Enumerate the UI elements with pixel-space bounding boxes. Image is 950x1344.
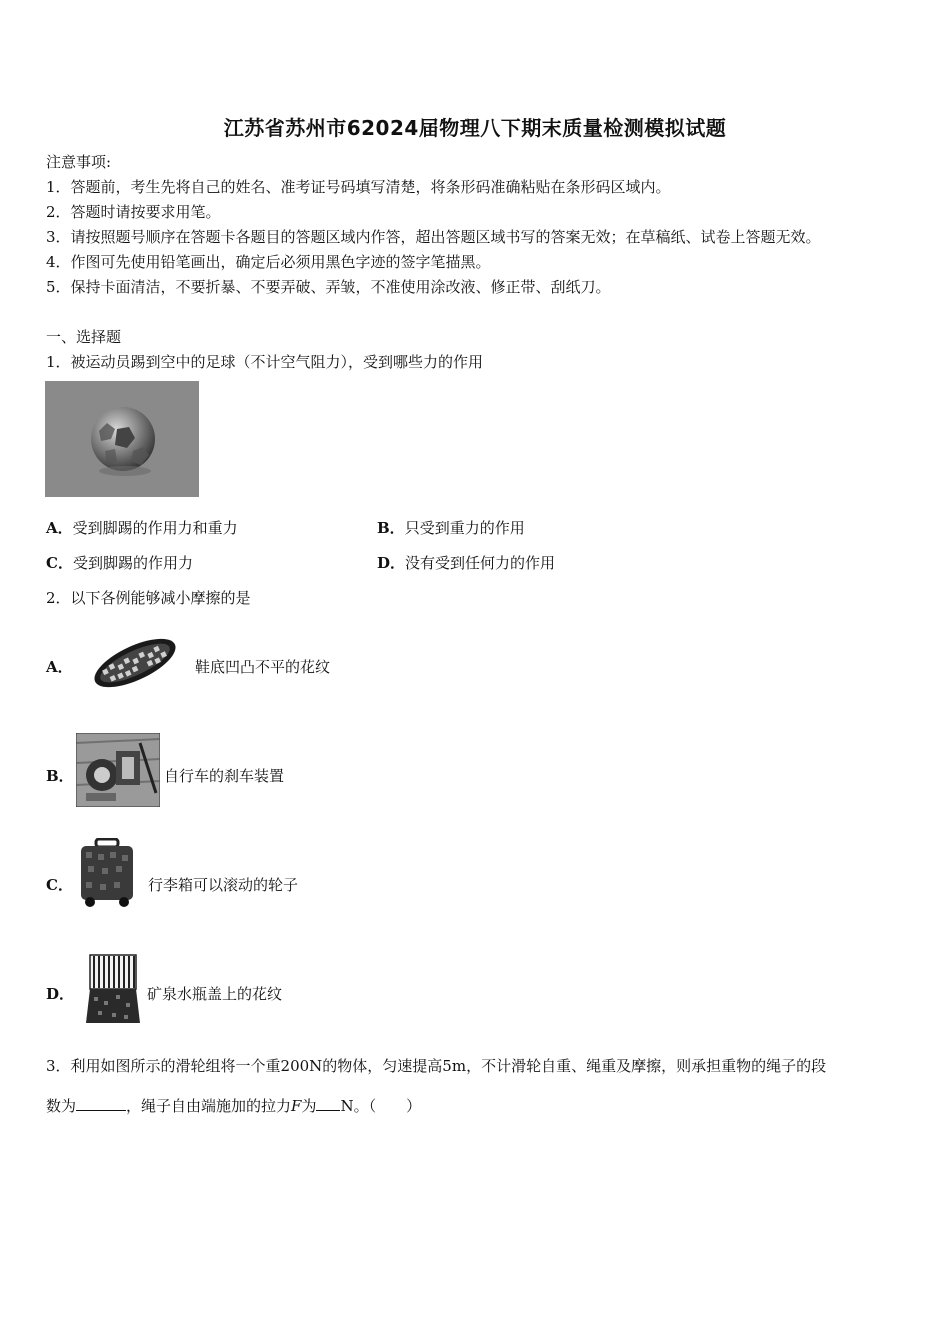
notice-heading: 注意事项: [46, 153, 112, 171]
q3-text: N。（ ） [340, 1097, 422, 1115]
question-1-stem: 1．被运动员踢到空中的足球（不计空气阻力），受到哪些力的作用 [46, 353, 484, 371]
q2-option-a-text: 鞋底凹凸不平的花纹 [195, 658, 331, 676]
question-2-stem: 2．以下各例能够减小摩擦的是 [46, 589, 251, 607]
shoe-sole-image [88, 628, 183, 698]
question-3-stem-continued [46, 1094, 421, 1116]
page-title: 江苏省苏州市62024届物理八下期末质量检测模拟试题 [223, 116, 727, 140]
answer-blank [316, 1094, 340, 1111]
q2-option-c-letter: C． [46, 876, 73, 894]
question-3-stem: 3．利用如图所示的滑轮组将一个重200N的物体，匀速提高5m，不计滑轮自重、绳重及摩擦，则承担重物的绳子的段 [46, 1057, 827, 1075]
force-variable: F [291, 1097, 302, 1115]
answer-blank [76, 1094, 126, 1111]
q1-option-b [377, 518, 525, 538]
option-letter: B． [377, 519, 405, 537]
notice-item: 3．请按照题号顺序在答题卡各题目的答题区域内作答，超出答题区域书写的答案无效；在草稿纸、试卷上答题无效。 [46, 228, 821, 246]
q2-option-c-text: 行李箱可以滚动的轮子 [148, 876, 299, 894]
q2-option-b-letter: B． [46, 767, 74, 785]
bottle-cap-image [84, 953, 142, 1025]
q2-option-a-letter: A． [46, 658, 73, 676]
q1-option-a [46, 518, 238, 538]
option-letter: D． [377, 554, 406, 572]
section-heading: 一、选择题 [46, 328, 122, 346]
notice-item: 5．保持卡面清洁，不要折暴、不要弄破、弄皱，不准使用涂改液、修正带、刮纸刀。 [46, 278, 611, 296]
option-text: 只受到重力的作用 [404, 519, 525, 537]
option-text: 受到脚踢的作用力 [72, 554, 193, 572]
q1-option-c [46, 553, 193, 573]
q2-option-d-letter: D． [46, 985, 75, 1003]
option-text: 受到脚踢的作用力和重力 [72, 519, 238, 537]
q1-option-d [377, 553, 555, 573]
q3-text: ，绳子自由端施加的拉力 [126, 1097, 292, 1115]
notice-item: 2．答题时请按要求用笔。 [46, 203, 221, 221]
option-text: 没有受到任何力的作用 [405, 554, 556, 572]
option-letter: A． [46, 519, 73, 537]
notice-item: 1．答题前，考生先将自己的姓名、准考证号码填写清楚，将条形码准确粘贴在条形码区域内。 [46, 178, 671, 196]
bicycle-brake-image [76, 733, 160, 807]
soccer-ball-image [45, 381, 199, 497]
q2-option-b-text: 自行车的刹车装置 [164, 767, 285, 785]
q2-option-d-text: 矿泉水瓶盖上的花纹 [147, 985, 283, 1003]
q3-text: 数为 [46, 1097, 77, 1115]
q3-text: 为 [301, 1097, 317, 1115]
notice-item: 4．作图可先使用铅笔画出，确定后必须用黑色字迹的签字笔描黑。 [46, 253, 491, 271]
luggage-case-image [76, 838, 138, 908]
option-letter: C． [46, 554, 73, 572]
